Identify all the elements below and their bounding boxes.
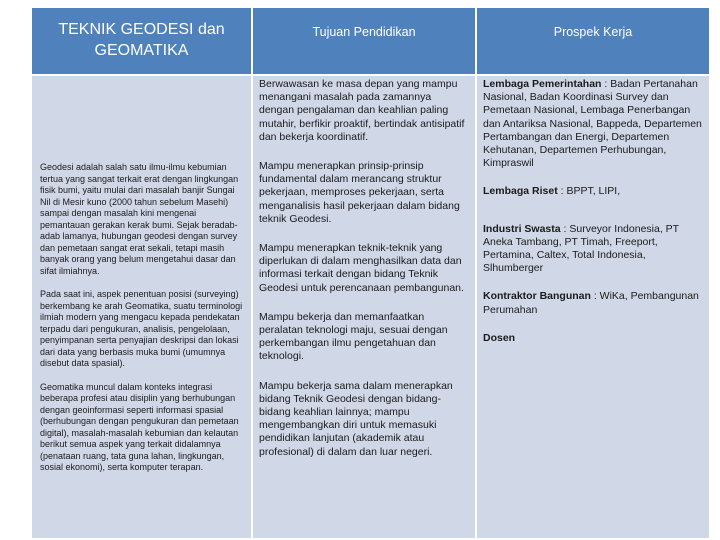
program-title: TEKNIK GEODESI dan GEOMATIKA [58, 21, 225, 59]
header-program-title [32, 8, 251, 74]
goal-paragraph: Mampu menerapkan prinsip-prinsip fundamental dalam merancang struktur pekerjaan, memproses pekerjaan, serta menganalisis hasil pekerjaan dalam bidang teknik Geodesi. [259, 160, 460, 225]
description-paragraph: Geomatika muncul dalam konteks integrasi beberapa profesi atau disiplin yang berhubungan dengan geoinformasi seperti informasi spasial (berhubungan dengan pengukuran dan pemetaan digital), masalah-masalah kebumian dan kelautan berikut semua aspek yang terkait didalamnya (penataan ruang, tata guna lahan, lingkungan, sosial ekonomi), serta komputer terapan. [40, 381, 239, 472]
header-education-goals [253, 8, 475, 74]
goal-paragraph: Berwawasan ke masa depan yang mampu menangani masalah pada zamannya dengan pengalaman dan keahlian paling mutahir, berfikir proaktif, bertindak antisipatif dan bekerja koordinatif. [259, 78, 465, 143]
career-item-text: : Badan Pertanahan Nasional, Badan Koordinasi Survey dan Pemetaan Nasional, Lembaga Penerbangan dan Antariksa Nasional, Bappeda, Departemen Pertambangan dan Energi, Departemen Kehutanan, Departemen Perhubungan, Kimpraswil [483, 78, 702, 170]
career-item-label: Industri Swasta [483, 222, 561, 235]
career-prospects-column [477, 76, 709, 538]
education-goals-column [253, 76, 475, 538]
info-table [32, 8, 709, 538]
header-career-prospects [477, 8, 709, 74]
career-item-label: Dosen [483, 331, 516, 344]
goal-paragraph: Mampu bekerja dan memanfaatkan peralatan teknologi maju, sesuai dengan perkembangan ilmu pengetahuan dan teknologi. [259, 310, 448, 363]
career-prospects-heading: Prospek Kerja [553, 25, 633, 39]
career-item [483, 78, 703, 170]
goal-paragraph: Mampu menerapkan teknik-teknik yang diperlukan di dalam menghasilkan data dan informasi terkait dengan bidang Teknik Geodesi untuk perencanaan pembangunan. [259, 242, 464, 294]
career-item-label: Lembaga Riset [483, 185, 558, 198]
career-item-text: : WiKa, Pembangunan Perumahan [483, 290, 699, 316]
career-item-text: : Surveyor Indonesia, PT Aneka Tambang, PT Timah, Freeport, Pertamina, Caltex, Total Indonesia, Slhumberger [483, 222, 679, 275]
goal-paragraph: Mampu bekerja sama dalam menerapkan bidang Teknik Geodesi dengan bidang-bidang keahlian lainnya; mampu mengembangkan diri untuk memasuki pendidikan lanjutan (akademik atau profesional) di dalam dan luar negeri. [259, 379, 453, 458]
career-item [483, 223, 703, 276]
career-item [483, 290, 703, 316]
career-item [483, 185, 703, 198]
education-goals-heading: Tujuan Pendidikan [312, 25, 416, 39]
description-column [32, 76, 251, 538]
description-paragraph: Geodesi adalah salah satu ilmu-ilmu kebumian tertua yang sangat terkait erat dengan lingkungan fisik bumi, yaitu mulai dari masalah banjir Sungai Nil di Mesir kuno (2000 tahun sebelum Masehi) sampai dengan masalah kini mengenai pemantauan gerakan kerak bumi. Sejak beradab-adab lamanya, hubungan geodesi dengan survey dan pemetaan sangat erat sekali, tetapi masih banyak orang yang belum mengetahui dasar dan sifat ilmiahnya. [40, 162, 239, 276]
career-item-label: Lembaga Pemerintahan [483, 78, 602, 90]
career-item-label: Kontraktor Bangunan [483, 290, 591, 303]
career-item [483, 332, 703, 345]
description-paragraph: Pada saat ini, aspek penentuan posisi (surveying) berkembang ke arah Geomatika, suatu terminologi ilmiah modern yang mengacu kepada pendekatan terpadu dari pengukuran, analisis, pengelolaan, penyimpanan serta penyajian deskripsi dan lokasi dari data yang berbasis muka bumi (umumnya disebut data spasial). [40, 289, 243, 368]
career-item-text: : BPPT, LIPI, [557, 185, 621, 198]
